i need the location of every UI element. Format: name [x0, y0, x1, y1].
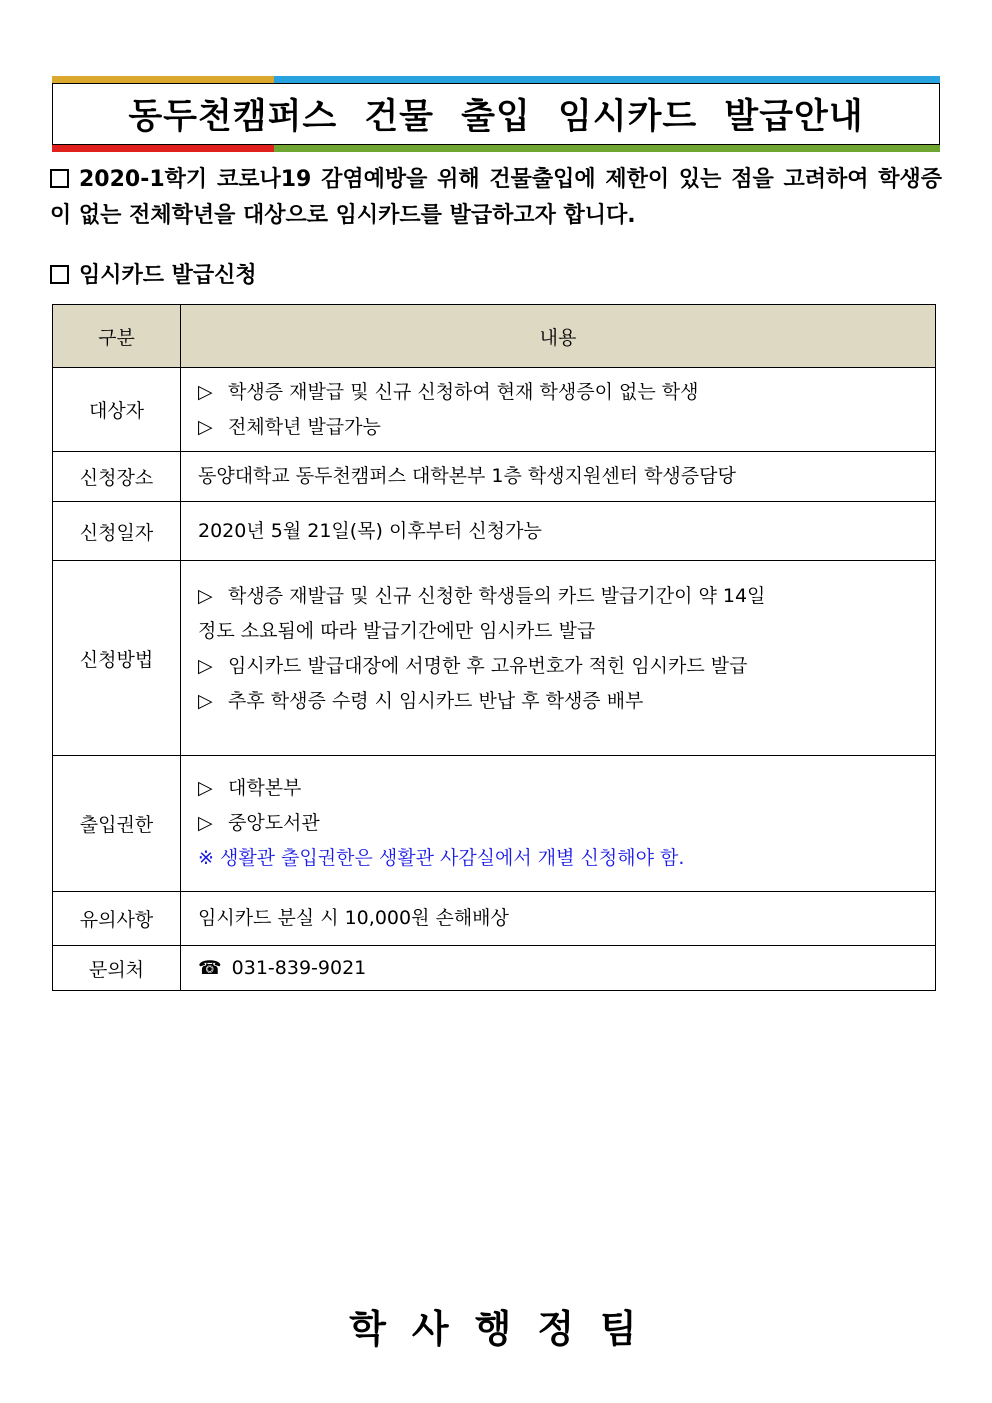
row-label-method: 신청방법 [53, 561, 181, 756]
table-row [53, 892, 936, 946]
access-line: 대학본부 [228, 777, 302, 799]
title-bar-bottom-left [52, 145, 274, 152]
section-heading-text: 임시카드 발급신청 [79, 263, 257, 288]
contact-phone: 031-839-9021 [231, 956, 367, 979]
table-row [53, 452, 936, 502]
row-content-access [181, 756, 936, 892]
row-content-method [181, 561, 936, 756]
title-bar-top-right [274, 76, 940, 83]
header-content: 내용 [181, 305, 936, 368]
access-note: ※ 생활관 출입권한은 생활관 사감실에서 개별 신청해야 함. [198, 847, 685, 869]
title-box [52, 76, 940, 152]
target-line: 학생증 재발급 및 신규 신청하여 현재 학생증이 없는 학생 [228, 380, 699, 403]
row-content-contact [181, 946, 936, 991]
bullet-icon: ▷ [198, 380, 213, 403]
title-bar-top-left [52, 76, 274, 83]
row-content-date: 2020년 5월 21일(목) 이후부터 신청가능 [181, 502, 936, 561]
footer-team-name: 학사행정팀 [349, 1307, 663, 1351]
bullet-icon: ▷ [198, 415, 213, 438]
info-table [52, 304, 936, 991]
intro-paragraph [50, 162, 942, 234]
table-row [53, 756, 936, 892]
bullet-icon: ▷ [198, 585, 213, 607]
phone-icon: ☎ [198, 956, 222, 979]
table-header-row [53, 305, 936, 368]
access-line: 중앙도서관 [228, 812, 320, 834]
table-row [53, 502, 936, 561]
checkbox-icon [50, 265, 69, 284]
method-line: 추후 학생증 수령 시 임시카드 반납 후 학생증 배부 [228, 690, 644, 712]
title-bar-bottom-right [274, 145, 940, 152]
row-label-target: 대상자 [53, 368, 181, 452]
method-line: 정도 소요됨에 따라 발급기간에만 임시카드 발급 [198, 620, 596, 642]
table-row [53, 561, 936, 756]
target-line: 전체학년 발급가능 [228, 415, 381, 438]
row-content-target [181, 368, 936, 452]
row-label-contact: 문의처 [53, 946, 181, 991]
bullet-icon: ▷ [198, 690, 213, 712]
row-label-caution: 유의사항 [53, 892, 181, 946]
row-label-place: 신청장소 [53, 452, 181, 502]
method-line: 임시카드 발급대장에 서명한 후 고유번호가 적힌 임시카드 발급 [228, 655, 748, 677]
bullet-icon: ▷ [198, 655, 213, 677]
bullet-icon: ▷ [198, 812, 213, 834]
row-content-caution: 임시카드 분실 시 10,000원 손해배상 [181, 892, 936, 946]
intro-text: 2020-1학기 코로나19 감염예방을 위해 건물출입에 제한이 있는 점을 고려하여 학생증이 없는 전체학년을 대상으로 임시카드를 발급하고자 합니다. [50, 167, 942, 228]
header-label: 구분 [53, 305, 181, 368]
checkbox-icon [50, 169, 69, 188]
table-row [53, 368, 936, 452]
page-title: 동두천캠퍼스 건물 출입 임시카드 발급안내 [128, 97, 864, 137]
title-frame [52, 83, 940, 145]
bullet-icon: ▷ [198, 777, 213, 799]
table-row [53, 946, 936, 991]
row-label-date: 신청일자 [53, 502, 181, 561]
section-heading [50, 258, 257, 289]
method-line: 학생증 재발급 및 신규 신청한 학생들의 카드 발급기간이 약 14일 [228, 585, 766, 607]
row-label-access: 출입권한 [53, 756, 181, 892]
row-content-place: 동양대학교 동두천캠퍼스 대학본부 1층 학생지원센터 학생증담당 [181, 452, 936, 502]
